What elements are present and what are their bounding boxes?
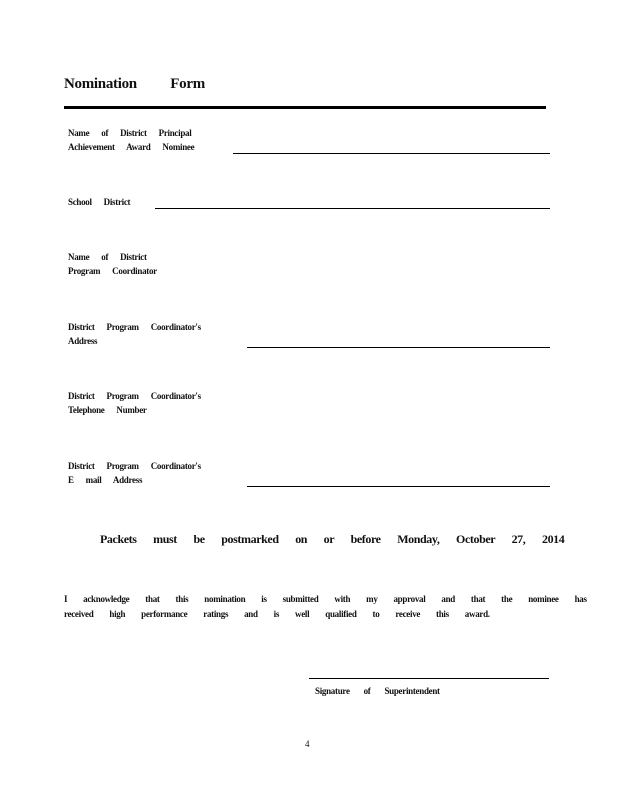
acknowledgement-line2: received high performance ratings and is well qualified to receive this award.: [64, 609, 490, 619]
acknowledgement-text: [64, 592, 587, 622]
form-title: Nomination Form: [64, 76, 205, 92]
page-number: 4: [305, 739, 310, 749]
field-school-district-label: [68, 195, 130, 209]
field-coordinator-email-label-line2: E mail Address: [68, 475, 143, 485]
field-coordinator-name-label: [68, 250, 157, 278]
field-coordinator-email-label-line1: District Program Coordinator's: [68, 461, 201, 471]
signature-input-line[interactable]: [309, 678, 549, 679]
field-school-district-label-line1: School District: [68, 197, 131, 207]
field-coordinator-phone-label-line2: Telephone Number: [68, 405, 147, 415]
postmark-deadline-notice: Packets must be postmarked on or before Monday, October 27, 2014: [100, 532, 565, 546]
field-coordinator-name-label-line2: Program Coordinator: [68, 266, 157, 276]
field-coordinator-phone-label-line1: District Program Coordinator's: [68, 391, 201, 401]
field-coordinator-address-label: [68, 320, 201, 348]
field-coordinator-address-label-line2: Address: [68, 336, 98, 346]
field-coordinator-email-label: [68, 459, 201, 487]
acknowledgement-line1: I acknowledge that this nomination is submitted with my approval and that the nominee has: [64, 594, 587, 604]
field-coordinator-address-input-line[interactable]: [247, 347, 550, 348]
field-coordinator-name-label-line1: Name of District: [68, 252, 147, 262]
signature-label: Signature of Superintendent: [315, 686, 440, 696]
field-coordinator-phone-label: [68, 389, 201, 417]
field-coordinator-email-input-line[interactable]: [247, 486, 550, 487]
field-nominee-label-line1: Name of District Principal: [68, 128, 192, 138]
field-school-district-input-line[interactable]: [155, 208, 550, 209]
field-coordinator-address-label-line1: District Program Coordinator's: [68, 322, 201, 332]
field-nominee-label-line2: Achievement Award Nominee: [68, 142, 195, 152]
field-nominee-label: [68, 126, 194, 154]
title-rule: [64, 106, 546, 109]
field-nominee-input-line[interactable]: [233, 153, 550, 154]
